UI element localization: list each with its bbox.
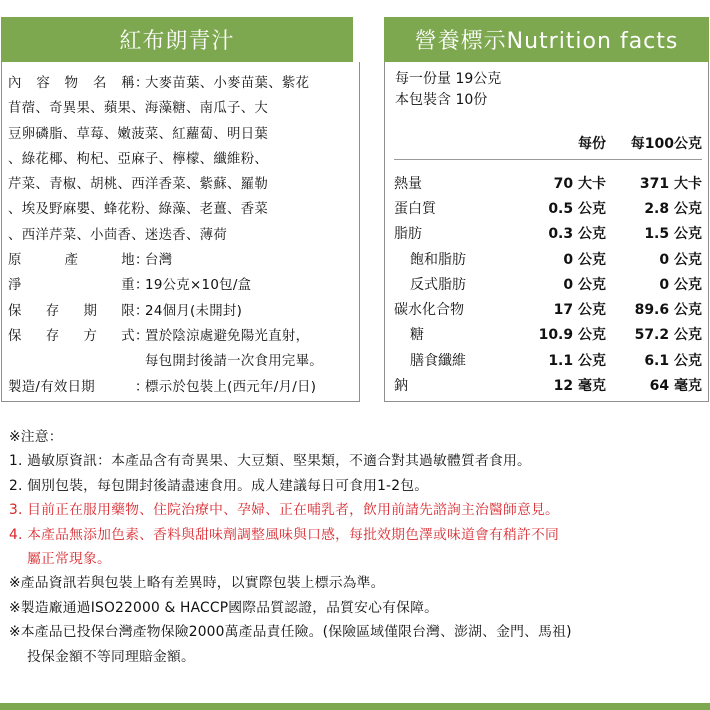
- nutrition-row: [394, 322, 702, 347]
- note-no-additives: 4. 本產品無添加色素、香料與甜味劑調整風味與口感，每批效期色澤或味道會有稍許不同: [9, 526, 560, 543]
- ingredients-line: 、埃及野麻嬰、蜂花粉、綠藻、老薑、香菜: [8, 202, 269, 218]
- note-packaging-difference: ※產品資訊若與包裝上略有差異時，以實際包裝上標示為準。: [9, 575, 385, 592]
- nutrient-name: 蛋白質: [394, 200, 436, 217]
- per-100g-value: 371 大卡: [639, 175, 702, 192]
- date-value: 標示於包裝上(西元年/月/日): [145, 379, 317, 395]
- serving-info: [395, 69, 501, 111]
- per-100g-value: 0 公克: [659, 251, 702, 268]
- note-allergen: 1. 過敏原資訊：本產品含有奇異果、大豆類、堅果類，不適合對其過敏體質者食用。: [9, 453, 532, 470]
- ingredients-row: 內 容 物 名 稱 ： 大麥苗葉、小麥苗葉、紫花: [8, 71, 352, 96]
- nutrition-row: [394, 246, 702, 271]
- serving-size: 每一份量 19公克: [395, 71, 502, 87]
- note-certification: ※製造廠通過ISO22000 & HACCP國際品質認證，品質安心有保障。: [9, 599, 439, 616]
- per-100g-value: 1.5 公克: [644, 226, 702, 243]
- weight-value: 19公克×10包/盒: [145, 278, 252, 294]
- nutrient-name: 鈉: [394, 378, 408, 395]
- shelf-life-row: 保 存 期 限 ： 24個月(未開封): [8, 299, 352, 324]
- origin-value: 台灣: [145, 253, 173, 269]
- date-row: 製造/有效日期 ： 標示於包裝上(西元年/月/日): [8, 375, 352, 400]
- shelf-life-label: 保 存 期 限: [8, 303, 135, 319]
- notes-section: [9, 425, 703, 669]
- nutrient-name: 脂肪: [394, 226, 422, 243]
- nutrient-name: 熱量: [394, 175, 422, 192]
- nutrition-row: [394, 372, 702, 397]
- per-serving-value: 0.5 公克: [548, 200, 606, 217]
- per-serving-value: 0.3 公克: [548, 226, 606, 243]
- note-no-additives-cont: 屬正常現象。: [27, 551, 111, 568]
- note-insurance: ※本產品已投保台灣產物保險2000萬產品責任險。(保險區域僅限台灣、澎湖、金門、馬祖): [9, 624, 572, 641]
- per-100g-value: 2.8 公克: [644, 200, 702, 217]
- ingredients-label: 內 容 物 名 稱: [8, 76, 135, 91]
- storage-row: 保 存 方 式 ： 置於陰涼處避免陽光直射，: [8, 324, 352, 349]
- nutrition-row: [394, 195, 702, 220]
- servings-per-pack: 本包裝含 10份: [395, 92, 488, 108]
- ingredients-line: 、西洋芹菜、小茴香、迷迭香、薄荷: [8, 227, 228, 243]
- per-100g-value: 64 毫克: [649, 378, 702, 395]
- per-serving-value: 10.9 公克: [538, 327, 606, 344]
- nutrition-row: [394, 271, 702, 296]
- ingredients-line: 芹菜、青椒、胡桃、西洋香菜、紫蘇、羅勒: [8, 177, 269, 193]
- ingredients-line: 苜蓿、奇異果、蘋果、海藻糖、南瓜子、大: [8, 101, 269, 117]
- notes-title: ※注意：: [9, 429, 63, 445]
- per-serving-value: 70 大卡: [553, 175, 606, 192]
- storage-label: 保 存 方 式: [8, 328, 135, 344]
- ingredients-line: 大麥苗葉、小麥苗葉、紫花: [145, 76, 310, 91]
- nutrient-name: 飽和脂肪: [410, 251, 466, 268]
- nutrient-name: 反式脂肪: [410, 276, 466, 293]
- note-packaging: 2. 個別包裝，每包開封後請盡速食用。成人建議每日可食用1-2包。: [9, 477, 429, 494]
- product-header: 紅布朗青汁: [1, 17, 353, 62]
- col-per-100g: 每100公克: [630, 135, 702, 152]
- origin-label: 原 產 地: [8, 253, 135, 269]
- nutrient-name: 膳食纖維: [410, 352, 466, 369]
- weight-label: 淨 重: [8, 278, 135, 294]
- nutrition-header: 營養標示Nutrition facts: [384, 17, 709, 62]
- per-serving-value: 0 公克: [563, 276, 606, 293]
- nutrition-row: [394, 347, 702, 372]
- per-100g-value: 0 公克: [659, 276, 702, 293]
- per-serving-value: 12 毫克: [553, 378, 606, 395]
- nutrition-table-header: [394, 130, 702, 160]
- shelf-life-value: 24個月(未開封): [145, 303, 243, 319]
- per-100g-value: 57.2 公克: [634, 327, 702, 344]
- per-serving-value: 0 公克: [563, 251, 606, 268]
- date-label: 製造/有效日期: [8, 379, 95, 395]
- nutrition-row: [394, 221, 702, 246]
- ingredients-line: 、綠花椰、枸杞、亞麻子、檸檬、纖維粉、: [8, 151, 269, 167]
- weight-row: 淨 重 ： 19公克×10包/盒: [8, 273, 352, 298]
- ingredients-line: 豆卵磷脂、草莓、嫩菠菜、紅蘿蔔、明日葉: [8, 126, 269, 142]
- nutrient-name: 碳水化合物: [394, 302, 464, 319]
- per-100g-value: 89.6 公克: [634, 302, 702, 319]
- origin-row: 原 產 地 ： 台灣: [8, 248, 352, 273]
- storage-value-2: 每包開封後請一次食用完畢。: [145, 354, 323, 370]
- nutrition-table: [394, 130, 702, 398]
- per-serving-value: 1.1 公克: [548, 352, 606, 369]
- nutrition-row: [394, 296, 702, 321]
- product-info: [8, 71, 352, 400]
- footer-bar: [0, 703, 710, 710]
- note-insurance-cont: 投保金額不等同理賠金額。: [27, 648, 195, 665]
- nutrient-name: 糖: [410, 327, 424, 344]
- per-100g-value: 6.1 公克: [644, 352, 702, 369]
- col-per-serving: 每份: [578, 135, 606, 152]
- nutrition-row: [394, 170, 702, 195]
- note-medical-warning: 3. 目前正在服用藥物、住院治療中、孕婦、正在哺乳者，飲用前請先諮詢主治醫師意見。: [9, 502, 560, 519]
- per-serving-value: 17 公克: [553, 302, 606, 319]
- storage-value: 置於陰涼處避免陽光直射，: [145, 328, 310, 344]
